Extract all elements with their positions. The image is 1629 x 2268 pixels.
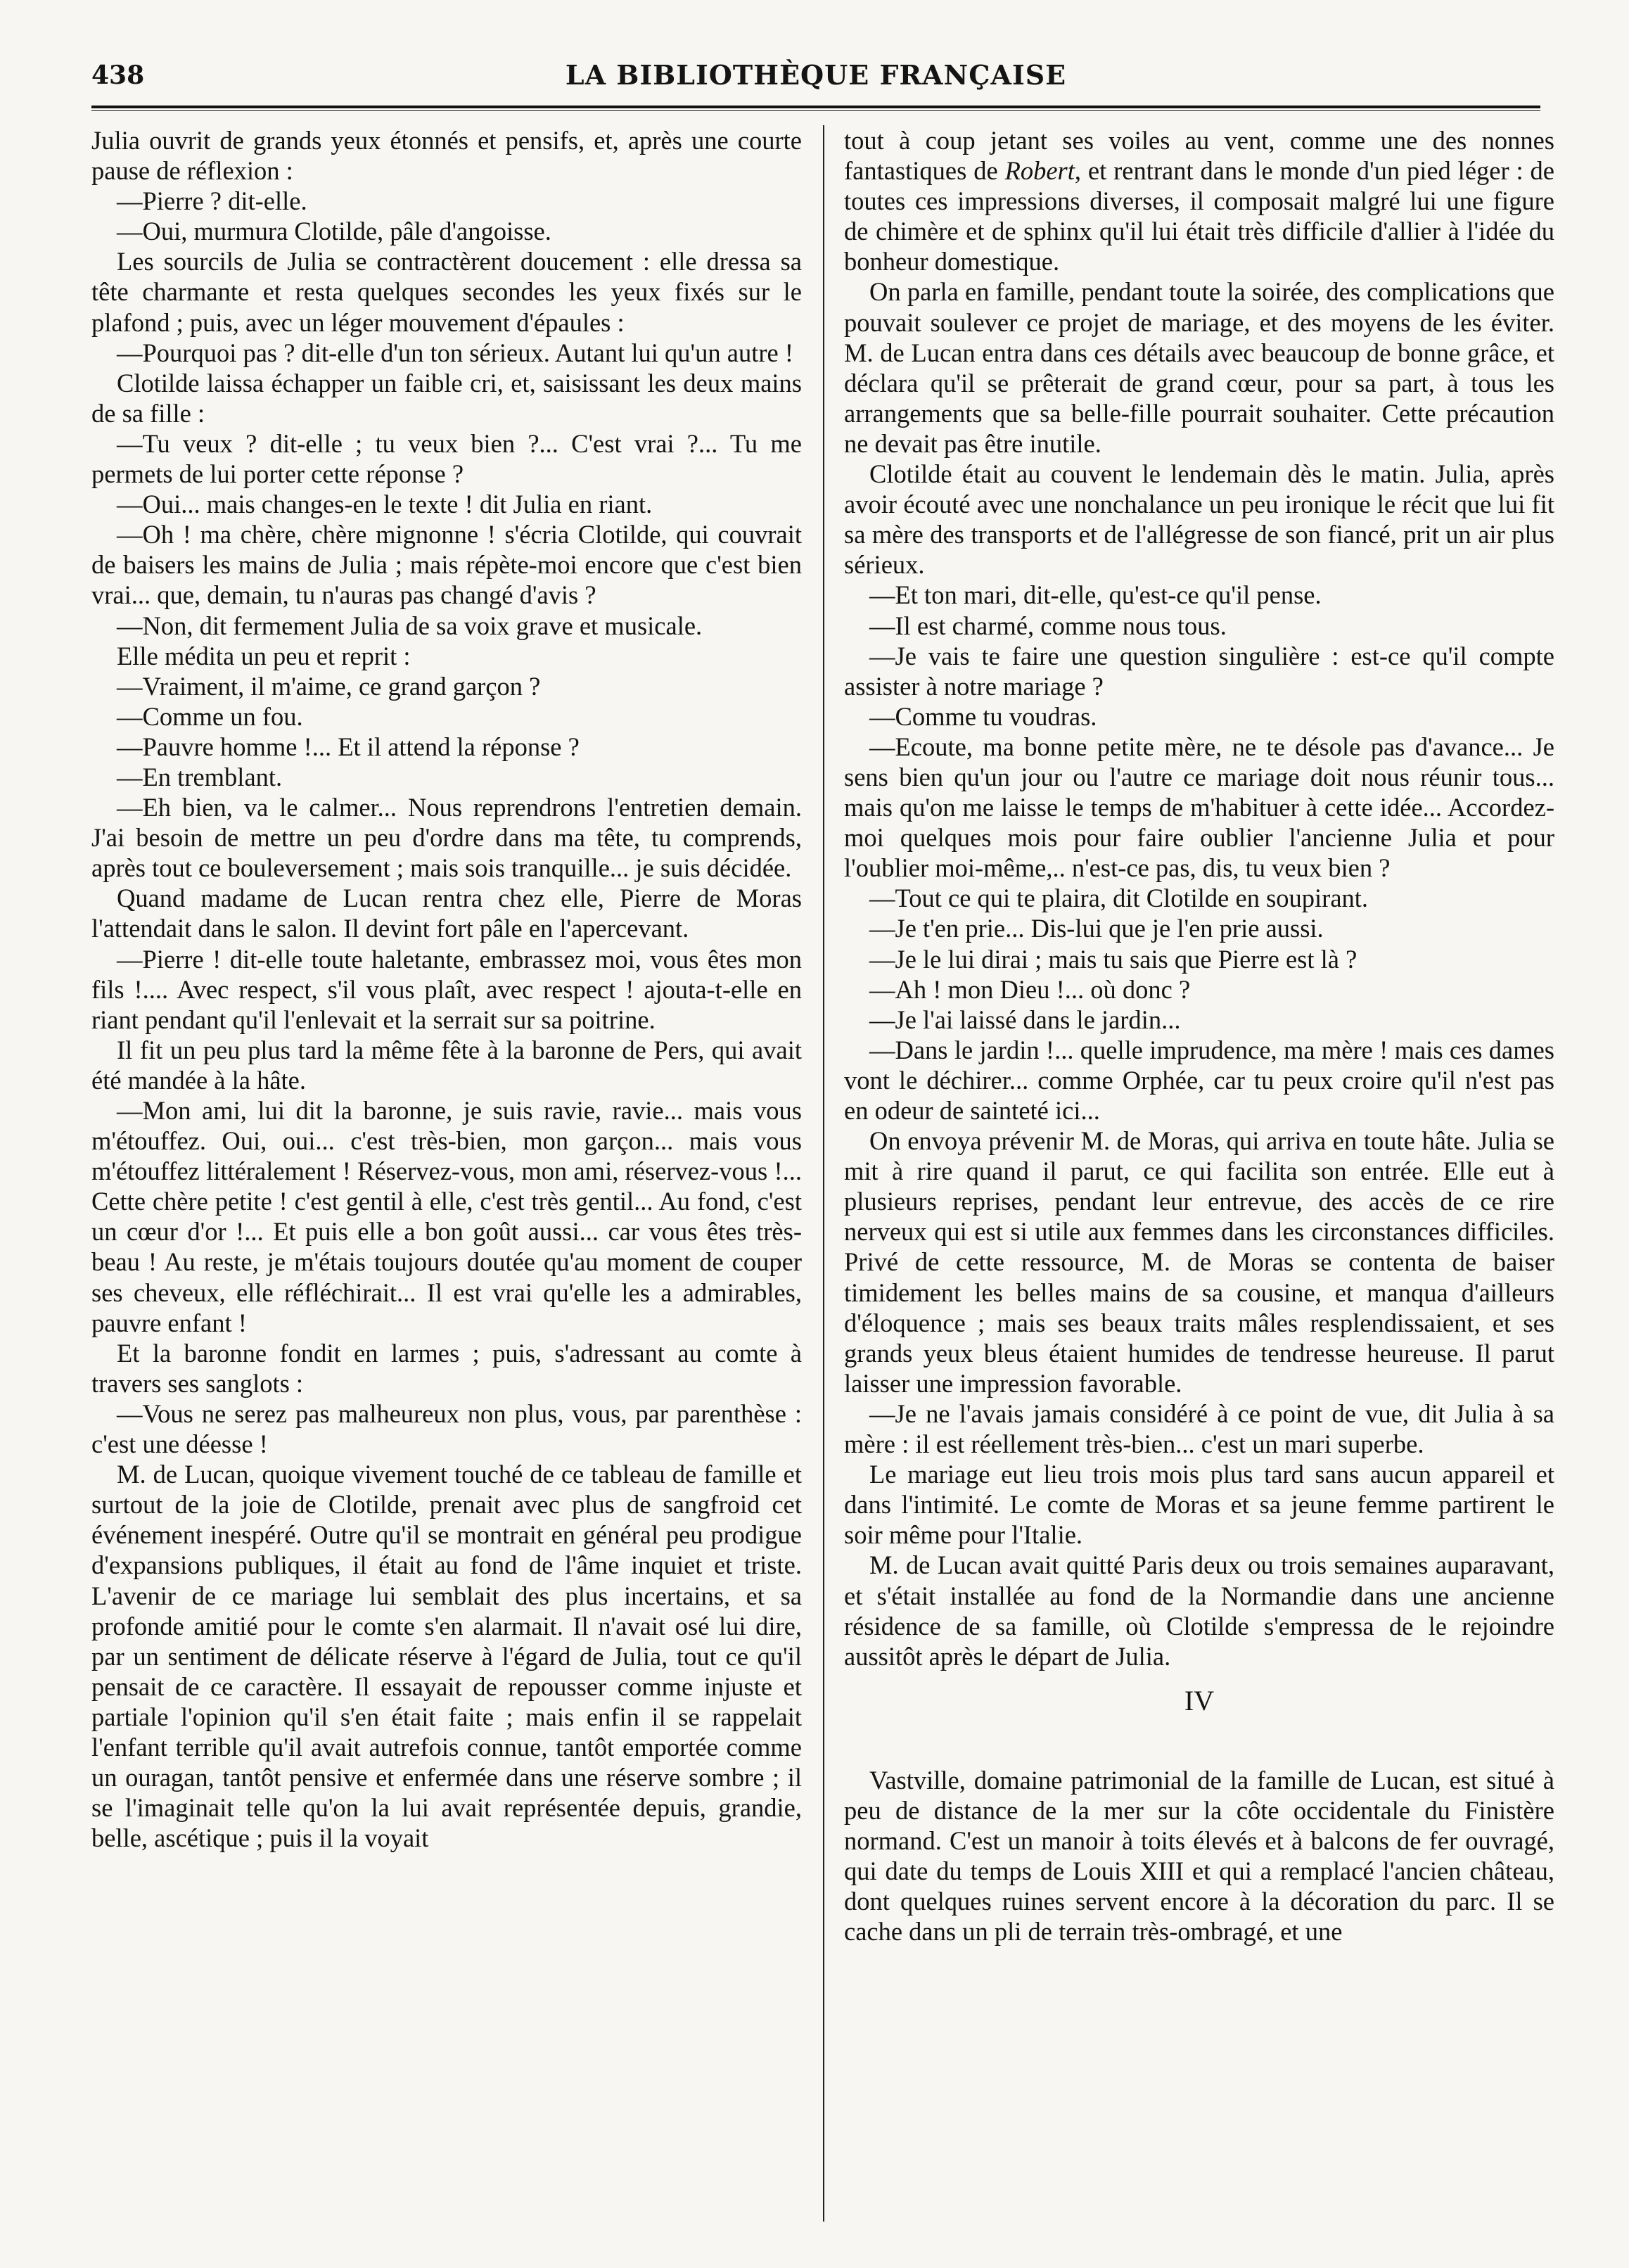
header-rule [91,106,1540,111]
paragraph: Julia ouvrit de grands yeux étonnés et pensifs, et, après une courte pause de réflexion : [91,126,802,186]
page-header [91,56,1540,98]
paragraph: —Pourquoi pas ? dit-elle d'un ton sérieux. Autant lui qu'un autre ! [117,338,793,367]
paragraph: Clotilde était au couvent le lendemain dès le matin. Julia, après avoir écouté avec une nonchalance un peu ironique le récit que lui fit sa mère des transports et de l'allégresse de son fiancé, prit un air plus sérieux. [844,459,1554,580]
left-column [91,125,802,2222]
paragraph: Il fit un peu plus tard la même fête à la baronne de Pers, qui avait été mandée à la hâte. [91,1035,802,1095]
paragraph: Et la baronne fondit en larmes ; puis, s'adressant au comte à travers ses sanglots : [91,1338,802,1398]
italic-title: Robert [1004,156,1075,186]
paragraph: —Mon ami, lui dit la baronne, je suis ravie, ravie... mais vous m'étouffez. Oui, oui... c'est très-bien, mon garçon... mais vous m'étouffez littéralement ! Réservez-vous, mon ami, réservez-vous !... Cette chère petite ! c'est gentil à elle, c'est très gentil... Au fond, c'est un cœur d'or !... Et puis elle a bon goût aussi... car vous êtes très-beau ! Au reste, je m'étais toujours doutée qu'au moment de couper ses cheveux, elle réfléchirait... Il est vrai qu'elle les a admirables, pauvre enfant ! [91,1096,802,1337]
paragraph: —Tout ce qui te plaira, dit Clotilde en soupirant. [869,884,1369,913]
paragraph: —Je ne l'avais jamais considéré à ce point de vue, dit Julia à sa mère : il est réellement très-bien... c'est un mari superbe. [844,1399,1554,1459]
paragraph: —Vraiment, il m'aime, ce grand garçon ? [117,671,541,701]
paragraph: Quand madame de Lucan rentra chez elle, Pierre de Moras l'attendait dans le salon. Il devint fort pâle en l'apercevant. [91,884,802,943]
paragraph: —Oui... mais changes-en le texte ! dit Julia en riant. [117,490,653,519]
paragraph: —Non, dit fermement Julia de sa voix grave et musicale. [117,611,703,640]
paragraph: —Et ton mari, dit-elle, qu'est-ce qu'il pense. [869,580,1322,610]
paragraph: —Comme tu voudras. [869,701,1097,731]
paragraph: —Ah ! mon Dieu !... où donc ? [869,974,1191,1004]
paragraph: Le mariage eut lieu trois mois plus tard sans aucun appareil et dans l'intimité. Le comte de Moras et sa jeune femme partirent le soir même pour l'Italie. [844,1460,1554,1550]
paragraph: —Dans le jardin !... quelle imprudence, ma mère ! mais ces dames vont le déchirer... comme Orphée, car tu peux croire qu'il n'est pas en odeur de sainteté ici... [844,1035,1554,1125]
right-column [844,125,1554,2222]
paragraph: On envoya prévenir M. de Moras, qui arriva en toute hâte. Julia se mit à rire quand il parut, ce qui facilita son entrée. Elle eut à plusieurs reprises, pendant leur entrevue, des accès de ce rire nerveux qui est si utile aux femmes dans les circonstances difficiles. Privé de cette ressource, M. de Moras se contenta de baiser timidement les belles mains de sa cousine, et manqua d'ailleurs d'éloquence ; mais ses beaux traits mâles resplendissaient, et ses grands yeux bleus étaient humides de tendresse heureuse. Il parut laisser une impression favorable. [844,1126,1554,1398]
paragraph: —Pierre ! dit-elle toute haletante, embrassez moi, vous êtes mon fils !.... Avec respect, s'il vous plaît, avec respect ! ajouta-t-elle en riant pendant qu'il l'enlevait et la serrait sur sa poitrine. [91,944,802,1034]
paragraph: —Il est charmé, comme nous tous. [869,611,1227,640]
paragraph: —Je le lui dirai ; mais tu sais que Pierre est là ? [869,944,1358,974]
paragraph: —Eh bien, va le calmer... Nous reprendrons l'entretien demain. J'ai besoin de mettre un peu d'ordre dans ma tête, tu comprends, après tout ce bouleversement ; mais sois tranquille... je suis décidée. [91,793,802,883]
paragraph: —Oh ! ma chère, chère mignonne ! s'écria Clotilde, qui couvrait de baisers les mains de Julia ; mais répète-moi encore que c'est bien vrai... que, demain, tu n'auras pas changé d'avis ? [91,520,802,610]
paragraph: —Comme un fou. [117,701,303,731]
paragraph [844,125,1554,276]
paragraph: —Tu veux ? dit-elle ; tu veux bien ?... C'est vrai ?... Tu me permets de lui porter cette réponse ? [91,428,802,489]
running-title: LA BIBLIOTHÈQUE FRANÇAISE [565,59,1067,91]
section-heading: IV [1184,1684,1215,1716]
paragraph: —Oui, murmura Clotilde, pâle d'angoisse. [117,217,551,246]
paragraph: M. de Lucan avait quitté Paris deux ou trois semaines auparavant, et s'était installée au fond de la Normandie dans une ancienne résidence de sa famille, où Clotilde s'empressa de le rejoindre aussitôt après le départ de Julia. [844,1550,1554,1671]
paragraph: —Je vais te faire une question singulière : est-ce qu'il compte assister à notre mariage ? [844,641,1554,701]
paragraph: Elle médita un peu et reprit : [117,641,411,670]
paragraph: Les sourcils de Julia se contractèrent doucement : elle dressa sa tête charmante et resta quelques secondes les yeux fixés sur le plafond ; puis, avec un léger mouvement d'épaules : [91,247,802,337]
paragraph: —Ecoute, ma bonne petite mère, ne te désole pas d'avance... Je sens bien qu'un jour ou l'autre ce mariage doit nous réunir tous... mais qu'on me laisse le temps de m'habituer à cette idée... Accordez-moi quelques mois pour faire oublier l'ancienne Julia et pour l'oublier moi-même,.. n'est-ce pas, dis, tu veux bien ? [844,732,1554,883]
text-span: , et rentrant dans le monde d'un pied léger : de toutes ces impressions diverses, il composait malgré lui une figure de chimère et de sphinx qu'il lui était très difficile d'allier à l'idée du bonheur domestique. [844,156,1554,276]
column-rule [823,125,824,2222]
text-span: tout à coup jetant ses voiles au vent, comme une des nonnes fantastiques de [844,126,1554,186]
paragraph: —Pauvre homme !... Et il attend la réponse ? [117,732,580,761]
paragraph: —Vous ne serez pas malheureux non plus, vous, par parenthèse : c'est une déesse ! [91,1399,802,1459]
paragraph: —Pierre ? dit-elle. [117,186,307,216]
paragraph: —Je t'en prie... Dis-lui que je l'en prie aussi. [869,914,1324,943]
paragraph: On parla en famille, pendant toute la soirée, des complications que pouvait soulever ce projet de mariage, et des moyens de les éviter. M. de Lucan entra dans ces détails avec beaucoup de bonne grâce, et déclara qu'il se prêterait de grand cœur, pour sa part, à tous les arrangements que sa belle-fille pourrait souhaiter. Cette précaution ne devait pas être inutile. [844,277,1554,458]
page-number: 438 [91,60,145,90]
paragraph: —En tremblant. [117,762,283,791]
paragraph: M. de Lucan, quoique vivement touché de ce tableau de famille et surtout de la joie de Clotilde, prenait avec plus de sangfroid cet événement inespéré. Outre qu'il se montrait en général peu prodigue d'expansions publiques, il était au fond de l'âme inquiet et triste. L'avenir de ce mariage lui semblait des plus incertains, et sa profonde amitié pour le comte s'en alarmait. Il n'avait osé lui dire, par un sentiment de délicate réserve à l'égard de Julia, tout ce qu'il pensait de ce caractère. Il essayait de repousser comme injuste et partiale l'opinion qu'il s'en était faite ; mais enfin il se rappelait l'enfant terrible qu'il avait autrefois connue, tantôt emportée comme un ouragan, tantôt pensive et enfermée dans une réserve sombre ; il se l'imaginait telle qu'on la lui avait représentée depuis, grandie, belle, ascétique ; puis il la voyait [91,1460,802,1853]
paragraph: Vastville, domaine patrimonial de la famille de Lucan, est situé à peu de distance de la mer sur la côte occidentale du Finistère normand. C'est un manoir à toits élevés et à balcons de fer ouvragé, qui date du temps de Louis XIII et qui a remplacé l'ancien château, dont quelques ruines servent encore à la décoration du parc. Il se cache dans un pli de terrain très-ombragé, et une [844,1765,1554,1947]
paragraph: —Je l'ai laissé dans le jardin... [869,1005,1181,1034]
paragraph: Clotilde laissa échapper un faible cri, et, saisissant les deux mains de sa fille : [91,368,802,428]
